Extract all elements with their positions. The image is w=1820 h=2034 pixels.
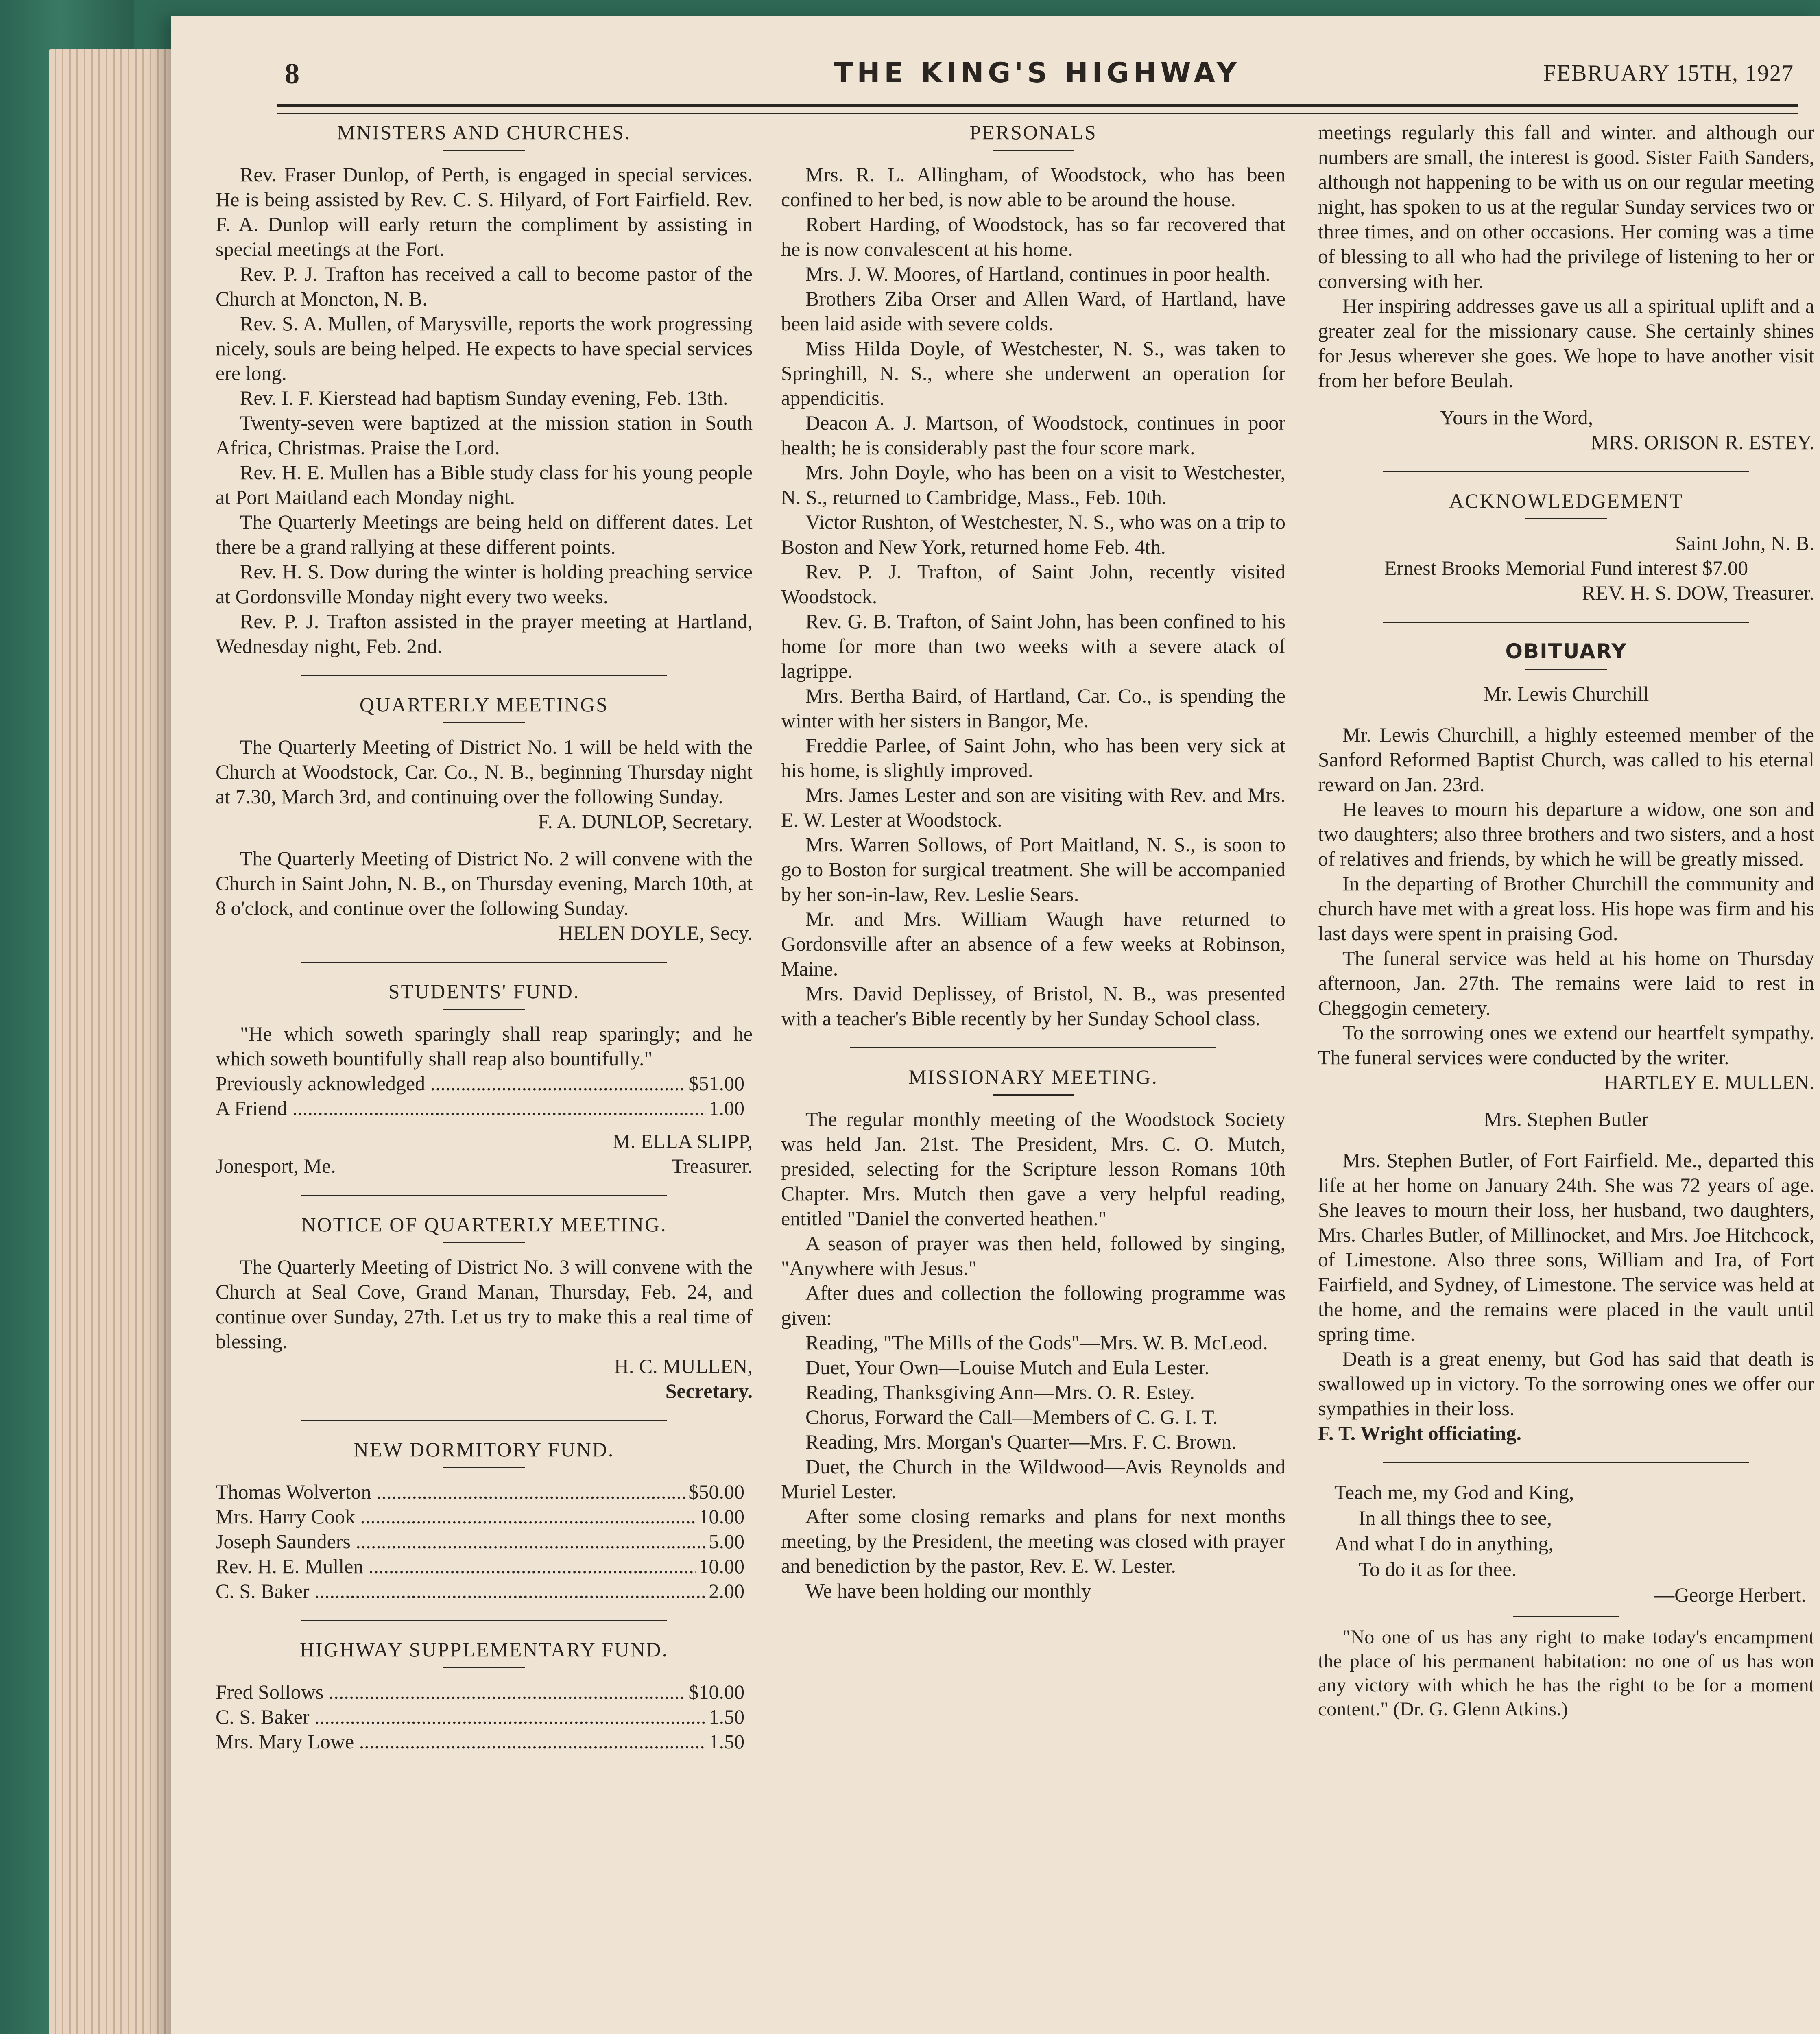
fund-row bbox=[216, 1529, 744, 1554]
signature: HELEN DOYLE, Secy. bbox=[558, 921, 753, 944]
paragraph: Rev. H. E. Mullen has a Bible study class for his young people at Port Maitland each Monday night. bbox=[216, 461, 753, 508]
fund-name: Thomas Wolverton ..... bbox=[216, 1480, 685, 1504]
paragraph: Rev. P. J. Trafton has received a call to become pastor of the Church at Moncton, N. B. bbox=[216, 262, 753, 310]
paragraph: Chorus, Forward the Call—Members of C. G. I. T. bbox=[805, 1405, 1218, 1428]
fund-row bbox=[216, 1729, 744, 1754]
missionary-section bbox=[781, 1107, 1285, 1603]
missionary-continued bbox=[1318, 120, 1814, 393]
role: Secretary. bbox=[665, 1379, 753, 1402]
fund-name: A Friend ..... bbox=[216, 1096, 706, 1121]
paragraph: Mr. Lewis Churchill, a highly esteemed member of the Sanford Reformed Baptist Church, was called to his eternal reward on Jan. 23rd. bbox=[1318, 723, 1814, 796]
obituary-heading: OBITUARY bbox=[1318, 639, 1814, 670]
closing-quote: "No one of us has any right to make today's encampment the place of his permanent habitation: no one of us has won any victory with which he has the right to be for a moment content." (Dr. G. Glenn Atkins.) bbox=[1318, 1626, 1814, 1720]
fund-row bbox=[216, 1704, 744, 1729]
place: Jonesport, Me. bbox=[216, 1154, 336, 1177]
section-divider bbox=[301, 1195, 667, 1196]
paragraph: Robert Harding, of Woodstock, has so far recovered that he is now convalescent at his home. bbox=[781, 213, 1285, 260]
dormitory-heading: NEW DORMITORY FUND. bbox=[216, 1437, 753, 1468]
section-divider bbox=[301, 1420, 667, 1421]
signature: HARTLEY E. MULLEN. bbox=[1604, 1071, 1814, 1093]
obituary-subheading: Mr. Lewis Churchill bbox=[1483, 682, 1649, 705]
paragraph: Deacon A. J. Martson, of Woodstock, continues in poor health; he is considerably past the four score mark. bbox=[781, 411, 1285, 459]
fund-name: Rev. H. E. Mullen ..... bbox=[216, 1554, 696, 1579]
poem-line: In all things thee to see, bbox=[1359, 1506, 1552, 1529]
signature: REV. H. S. DOW, Treasurer. bbox=[1582, 581, 1814, 604]
column-middle bbox=[781, 120, 1285, 1603]
paragraph: Rev. P. J. Trafton assisted in the prayer meeting at Hartland, Wednesday night, Feb. 2nd. bbox=[216, 610, 753, 657]
fund-amount: 1.50 bbox=[709, 1730, 744, 1753]
signature: MRS. ORISON R. ESTEY. bbox=[1591, 431, 1814, 454]
role: Treasurer. bbox=[671, 1154, 753, 1177]
quarterly-heading: QUARTERLY MEETINGS bbox=[216, 692, 753, 723]
paragraph: Rev. S. A. Mullen, of Marysville, reports the work progressing nicely, souls are being helped. He expects to have special services ere long. bbox=[216, 312, 753, 384]
fund-name: C. S. Baker ..... bbox=[216, 1704, 706, 1729]
fund-amount: 10.00 bbox=[698, 1505, 744, 1528]
acknowledgement-line: Ernest Brooks Memorial Fund interest $7.00 bbox=[1384, 557, 1748, 579]
paragraph: Duet, the Church in the Wildwood—Avis Reynolds and Muriel Lester. bbox=[781, 1455, 1285, 1503]
paragraph: Mrs. James Lester and son are visiting with Rev. and Mrs. E. W. Lester at Woodstock. bbox=[781, 783, 1285, 831]
personals-section bbox=[781, 162, 1285, 1031]
fund-amount: 5.00 bbox=[709, 1530, 744, 1553]
signature: H. C. MULLEN, bbox=[614, 1355, 753, 1377]
fund-row bbox=[216, 1504, 744, 1529]
missionary-heading: MISSIONARY MEETING. bbox=[781, 1065, 1285, 1096]
section-divider bbox=[301, 962, 667, 963]
paragraph: We have been holding our monthly bbox=[805, 1579, 1091, 1602]
paragraph: Reading, "The Mills of the Gods"—Mrs. W. B. McLeod. bbox=[805, 1331, 1268, 1354]
obituary-subheading: Mrs. Stephen Butler bbox=[1484, 1108, 1649, 1130]
fund-name: Fred Sollows ..... bbox=[216, 1680, 685, 1704]
fund-row bbox=[216, 1680, 744, 1704]
paragraph: After some closing remarks and plans for next months meeting, by the President, the meeting was closed with prayer and benediction by the pastor, Rev. E. W. Lester. bbox=[781, 1505, 1285, 1577]
paragraph: Mrs. John Doyle, who has been on a visit to Westchester, N. S., returned to Cambridge, Mass., Feb. 10th. bbox=[781, 461, 1285, 508]
signature: F. T. Wright officiating. bbox=[1318, 1422, 1522, 1445]
signature-row bbox=[216, 1154, 753, 1178]
fund-row bbox=[216, 1071, 744, 1096]
acknowledgement-heading: ACKNOWLEDGEMENT bbox=[1318, 489, 1814, 519]
paragraph: To the sorrowing ones we extend our heartfelt sympathy. The funeral services were conducted by the writer. bbox=[1318, 1021, 1814, 1069]
paragraph: Reading, Thanksgiving Ann—Mrs. O. R. Estey. bbox=[805, 1381, 1195, 1403]
supplementary-heading: HIGHWAY SUPPLEMENTARY FUND. bbox=[216, 1637, 753, 1668]
signature: M. ELLA SLIPP, bbox=[612, 1130, 753, 1152]
fund-amount: 2.00 bbox=[709, 1580, 744, 1602]
column-left bbox=[216, 120, 753, 1762]
fund-name: Joseph Saunders ..... bbox=[216, 1529, 706, 1554]
paragraph: The funeral service was held at his home on Thursday afternoon, Jan. 27th. The remains were laid to rest in Cheggogin cemetery. bbox=[1318, 947, 1814, 1019]
students-fund-heading: STUDENTS' FUND. bbox=[216, 979, 753, 1010]
ministers-section bbox=[216, 162, 753, 659]
paragraph: Rev. I. F. Kierstead had baptism Sunday evening, Feb. 13th. bbox=[240, 386, 728, 409]
fund-name: Mrs. Harry Cook ..... bbox=[216, 1504, 696, 1529]
fund-row bbox=[216, 1579, 744, 1604]
poem-line: Teach me, my God and King, bbox=[1334, 1481, 1574, 1504]
paragraph: The Quarterly Meetings are being held on different dates. Let there be a grand rallying at these different points. bbox=[216, 511, 753, 558]
section-divider bbox=[1383, 622, 1749, 623]
page-number: 8 bbox=[285, 57, 299, 90]
fund-amount: $50.00 bbox=[688, 1480, 744, 1503]
fund-name: Previously acknowledged ..... bbox=[216, 1071, 685, 1096]
paragraph: After dues and collection the following programme was given: bbox=[781, 1281, 1285, 1329]
fund-amount: $10.00 bbox=[688, 1680, 744, 1703]
paragraph: Rev. G. B. Trafton, of Saint John, has been confined to his home for more than two weeks with a severe atack of lagrippe. bbox=[781, 610, 1285, 682]
notice-heading: NOTICE OF QUARTERLY MEETING. bbox=[216, 1212, 753, 1243]
supplementary-fund-list bbox=[216, 1680, 744, 1754]
paragraph: meetings regularly this fall and winter. and although our numbers are small, the interest is good. Sister Faith Sanders, although not happening to be with us on our regular meeting night, has spoken to us at the regular Sunday services two or three times, and on other occasions. Her coming was a time of blessing to all who had the privilege of listening to her or conversing with her. bbox=[1318, 121, 1814, 292]
paragraph: Mrs. Warren Sollows, of Port Maitland, N. S., is soon to go to Boston for surgical treatment. She will be accompanied by her son-in-law, Rev. Leslie Sears. bbox=[781, 833, 1285, 906]
paragraph: Mrs. David Deplissey, of Bristol, N. B., was presented with a teacher's Bible recently by her Sunday School class. bbox=[781, 982, 1285, 1030]
paragraph: Death is a great enemy, but God has said that death is swallowed up in victory. To the sorrowing ones we offer our sympathies in their loss. bbox=[1318, 1347, 1814, 1420]
newspaper-page bbox=[171, 16, 1820, 2034]
paragraph: He leaves to mourn his departure a widow, one son and two daughters; also three brothers and two sisters, and a host of relatives and friends, by which he will be greatly missed. bbox=[1318, 798, 1814, 870]
paragraph: Duet, Your Own—Louise Mutch and Eula Lester. bbox=[805, 1356, 1209, 1379]
paragraph: Her inspiring addresses gave us all a spiritual uplift and a greater zeal for the missionary cause. She certainly shines for Jesus wherever she goes. We hope to have another visit from her before Beulah. bbox=[1318, 295, 1814, 392]
poem-line: To do it as for thee. bbox=[1359, 1558, 1517, 1580]
paragraph: Mrs. R. L. Allingham, of Woodstock, who has been confined to her bed, is now able to be around the house. bbox=[781, 163, 1285, 211]
personals-heading: PERSONALS bbox=[781, 120, 1285, 151]
paragraph: Rev. Fraser Dunlop, of Perth, is engaged in special services. He is being assisted by Rev. C. S. Hilyard, of Fort Fairfield. Rev. F. A. Dunlop will early return the compliment by assisting in special meetings at the Fort. bbox=[216, 163, 753, 260]
fund-name: Mrs. Mary Lowe ..... bbox=[216, 1729, 706, 1754]
paragraph: Mrs. Stephen Butler, of Fort Fairfield. Me., departed this life at her home on January 24th. She was 72 years of age. She leaves to mourn their loss, her husband, two daughters, Mrs. Charles Butler, of Millinocket, and Mrs. Joe Hitchcock, of Limestone. Also three sons, William and Ira, of Fort Fairfield, and Sydney, of Limestone. The service was held at the home, and the remains were placed in the vault until spring time. bbox=[1318, 1149, 1814, 1345]
page-header bbox=[277, 57, 1798, 106]
section-divider bbox=[301, 1620, 667, 1621]
paragraph: Reading, Mrs. Morgan's Quarter—Mrs. F. C. Brown. bbox=[805, 1430, 1237, 1453]
obituary-churchill bbox=[1318, 722, 1814, 1070]
signature: F. A. DUNLOP, Secretary. bbox=[538, 810, 753, 833]
section-divider bbox=[1383, 1462, 1749, 1463]
fund-name: C. S. Baker ..... bbox=[216, 1579, 706, 1604]
paragraph: Twenty-seven were baptized at the mission station in South Africa, Christmas. Praise the Lord. bbox=[216, 411, 753, 459]
masthead-title: THE KING'S HIGHWAY bbox=[834, 57, 1241, 89]
section-divider bbox=[850, 1047, 1216, 1048]
dormitory-fund-list bbox=[216, 1480, 744, 1604]
students-fund-list bbox=[216, 1071, 744, 1121]
fund-amount: 1.00 bbox=[709, 1097, 744, 1120]
header-rule-thin bbox=[277, 113, 1798, 114]
paragraph: The regular monthly meeting of the Woodstock Society was held Jan. 21st. The President, Mrs. C. O. Mutch, presided, selecting for the Scripture lesson Romans 10th Chapter. Mrs. Mutch then gave a very helpful reading, entitled "Daniel the converted heathen." bbox=[781, 1108, 1285, 1230]
paragraph: Freddie Parlee, of Saint John, who has been very sick at his home, is slightly improved. bbox=[781, 734, 1285, 781]
fund-row bbox=[216, 1096, 744, 1121]
paragraph: In the departing of Brother Churchill the community and church have met with a great loss. His hope was firm and his last days were spent in praising God. bbox=[1318, 872, 1814, 945]
section-divider bbox=[1513, 1616, 1619, 1617]
ministers-heading: MNISTERS AND CHURCHES. bbox=[216, 120, 753, 151]
paragraph: The Quarterly Meeting of District No. 2 will convene with the Church in Saint John, N. B., on Thursday evening, March 10th, at 8 o'clock, and continue over the following Sunday. bbox=[216, 847, 753, 919]
obituary-butler bbox=[1318, 1148, 1814, 1421]
paragraph: The Quarterly Meeting of District No. 3 will convene with the Church at Seal Cove, Grand Manan, Thursday, Feb. 24, and continue over Sunday, 27th. Let us try to make this a real time of blessing. bbox=[216, 1255, 753, 1353]
paragraph: Brothers Ziba Orser and Allen Ward, of Hartland, have been laid aside with severe colds. bbox=[781, 287, 1285, 335]
bible-quote: "He which soweth sparingly shall reap sparingly; and he which soweth bountifully shall reap also bountifully." bbox=[216, 1022, 753, 1070]
column-right bbox=[1318, 120, 1814, 1721]
paragraph: Rev. H. S. Dow during the winter is holding preaching service at Gordonsville Monday night every two weeks. bbox=[216, 560, 753, 608]
poem-attribution: —George Herbert. bbox=[1654, 1583, 1806, 1606]
paragraph: Mrs. J. W. Moores, of Hartland, continues in poor health. bbox=[805, 262, 1270, 285]
poem bbox=[1334, 1480, 1814, 1608]
closing: Yours in the Word, bbox=[1440, 406, 1593, 429]
paragraph: Mrs. Bertha Baird, of Hartland, Car. Co., is spending the winter with her sisters in Bangor, Me. bbox=[781, 684, 1285, 732]
fund-row bbox=[216, 1554, 744, 1579]
paragraph: The Quarterly Meeting of District No. 1 will be held with the Church at Woodstock, Car. Co., N. B., beginning Thursday night at 7.30, March 3rd, and continuing over the following Sunday. bbox=[216, 735, 753, 808]
header-rule bbox=[277, 104, 1798, 107]
poem-line: And what I do in anything, bbox=[1334, 1532, 1554, 1555]
paragraph: Mr. and Mrs. William Waugh have returned to Gordonsville after an absence of a few weeks at Robinson, Maine. bbox=[781, 908, 1285, 980]
paragraph: A season of prayer was then held, followed by singing, "Anywhere with Jesus." bbox=[781, 1232, 1285, 1279]
place: Saint John, N. B. bbox=[1675, 532, 1814, 554]
section-divider bbox=[1383, 471, 1749, 472]
section-divider bbox=[301, 675, 667, 676]
fund-amount: 10.00 bbox=[698, 1555, 744, 1578]
fund-amount: 1.50 bbox=[709, 1705, 744, 1728]
paragraph: Miss Hilda Doyle, of Westchester, N. S., was taken to Springhill, N. S., where she underwent an operation for appendicitis. bbox=[781, 337, 1285, 409]
page-edges bbox=[49, 49, 179, 2034]
paragraph: Rev. P. J. Trafton, of Saint John, recently visited Woodstock. bbox=[781, 560, 1285, 608]
fund-amount: $51.00 bbox=[688, 1072, 744, 1095]
issue-date: FEBRUARY 15TH, 1927 bbox=[1543, 61, 1794, 86]
paragraph: Victor Rushton, of Westchester, N. S., who was on a trip to Boston and New York, returned home Feb. 4th. bbox=[781, 511, 1285, 558]
fund-row bbox=[216, 1480, 744, 1504]
